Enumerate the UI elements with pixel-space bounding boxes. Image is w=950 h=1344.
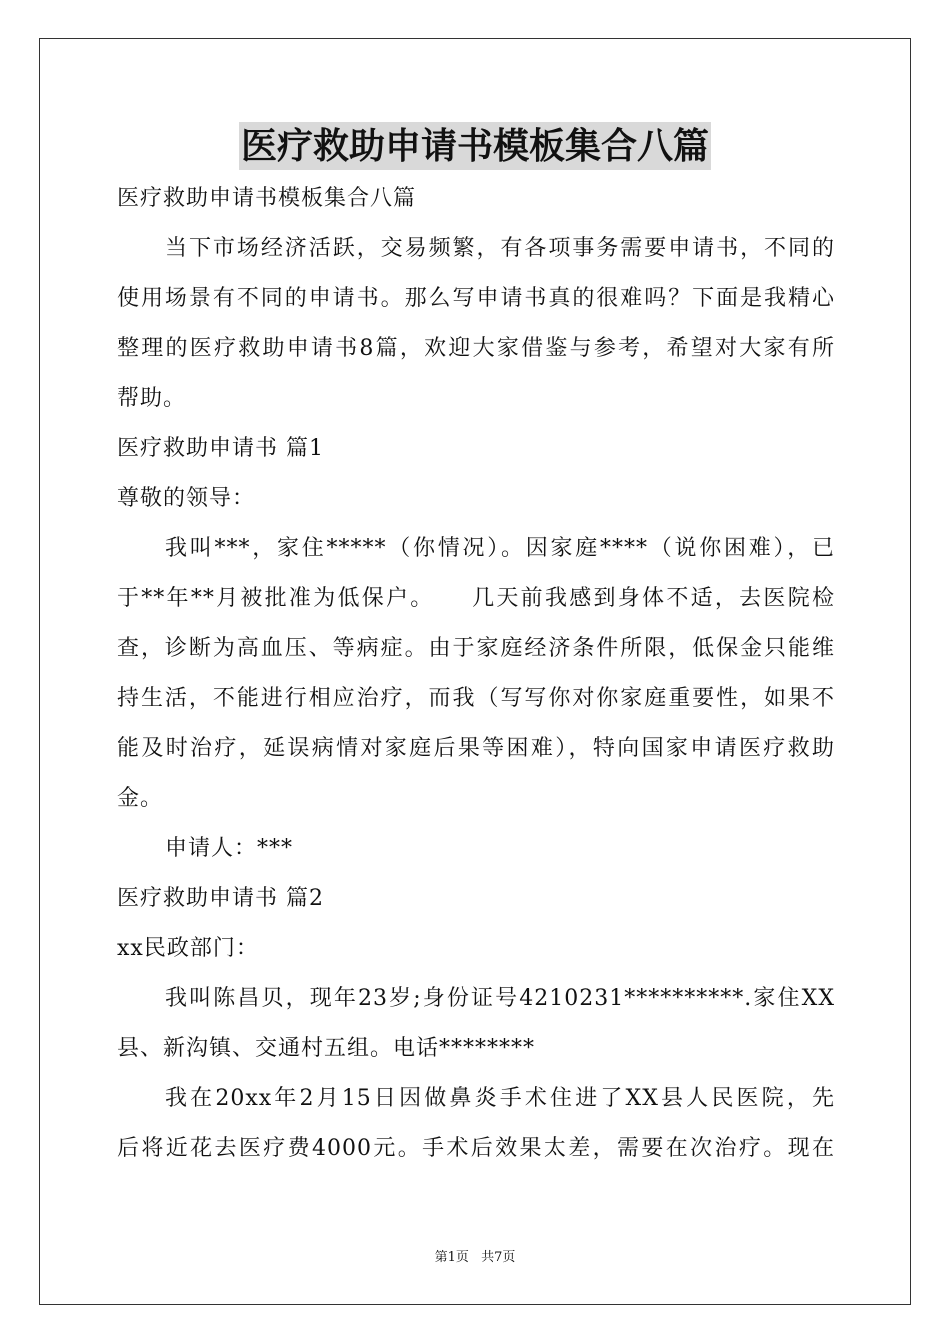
page-footer [0, 1246, 950, 1265]
paragraph-line: 我在20xx年2月15日因做鼻炎手术住进了XX县人民医院，先 [165, 1086, 835, 1111]
paragraph-line: 帮助。 [117, 386, 187, 411]
paragraph-line: 后将近花去医疗费4000元。手术后效果太差，需要在次治疗。现在 [117, 1136, 835, 1161]
paragraph-line: 当下市场经济活跃，交易频繁，有各项事务需要申请书，不同的 [165, 236, 835, 261]
paragraph-line: 我叫陈昌贝，现年23岁;身份证号4210231**********.家住XX [165, 986, 835, 1011]
salutation: xx民政部门： [117, 936, 259, 961]
paragraph-line: 查，诊断为高血压、等病症。由于家庭经济条件所限，低保金只能维 [117, 636, 835, 661]
section-heading: 医疗救助申请书 篇1 [117, 436, 324, 461]
signature-line: 申请人：*** [165, 836, 294, 861]
paragraph-line: 持生活，不能进行相应治疗，而我（写写你对你家庭重要性，如果不 [117, 686, 835, 711]
paragraph-line: 能及时治疗，延误病情对家庭后果等困难），特向国家申请医疗救助 [117, 736, 835, 761]
document-body [117, 174, 835, 1174]
title-wrap [0, 122, 950, 170]
page-number-current: 第1页 [434, 1250, 469, 1265]
paragraph-line: 使用场景有不同的申请书。那么写申请书真的很难吗？下面是我精心 [117, 286, 835, 311]
paragraph-line: 于**年**月被批准为低保户。 几天前我感到身体不适，去医院检 [117, 586, 835, 611]
section-heading: 医疗救助申请书 篇2 [117, 886, 324, 911]
paragraph-line: 整理的医疗救助申请书8篇，欢迎大家借鉴与参考，希望对大家有所 [117, 336, 835, 361]
page-number-total: 共7页 [481, 1250, 516, 1265]
document-title: 医疗救助申请书模板集合八篇 [239, 122, 711, 170]
subtitle-line: 医疗救助申请书模板集合八篇 [117, 186, 417, 211]
salutation: 尊敬的领导： [117, 486, 256, 511]
paragraph-line: 金。 [117, 786, 164, 811]
paragraph-line: 我叫***，家住*****（你情况）。因家庭****（说你困难），已 [165, 536, 835, 561]
paragraph-line: 县、新沟镇、交通村五组。电话******** [117, 1036, 536, 1061]
